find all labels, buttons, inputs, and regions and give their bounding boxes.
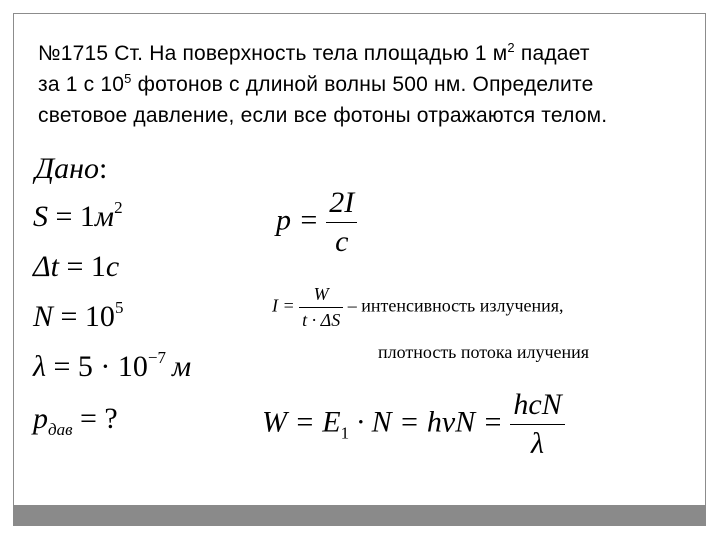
problem-line-1: №1715 Ст. На поверхность тела площадью 1 $м^2$ падает xyxy=(38,40,590,65)
given-photon-count: $N = 10^5$ xyxy=(33,298,124,333)
problem-statement xyxy=(38,38,698,131)
flux-density-note: плотность потока илучения xyxy=(378,342,590,362)
formula-pressure-fraction: $\frac{2I}{c}$ xyxy=(326,186,357,259)
formula-energy-fraction: $\frac{\text{hcN}}{\lambda}$ xyxy=(510,388,564,461)
given-wavelength: $\lambda = 5 \cdot 10^{-7}$ м xyxy=(33,348,192,383)
slide-bottom-bar xyxy=(13,505,706,526)
given-time: Δt = 1c xyxy=(33,250,120,283)
formula-pressure: p = $\frac{2I}{c}$ xyxy=(276,186,357,259)
given-area: $S = 1м^2$ xyxy=(33,198,123,233)
given-unknown-pressure: $p_{дав}$ = ? xyxy=(33,402,118,439)
problem-line-2: за 1 с $10^5$ фотонов с длиной волны 500 нм. Определите xyxy=(38,71,594,96)
problem-line-3: световое давление, если все фотоны отражаются телом. xyxy=(38,104,608,127)
formula-energy: $W = E_1 \cdot N = h\nu N$ = $\frac{\text{hcN}}{\lambda}$ xyxy=(262,388,565,461)
given-title: Дано: xyxy=(35,152,108,185)
formula-intensity: I = $\frac{W}{t \cdot \Delta S}$ – интенсивность излучения, xyxy=(272,284,564,330)
formula-intensity-fraction: $\frac{W}{t \cdot \Delta S}$ xyxy=(299,284,343,331)
